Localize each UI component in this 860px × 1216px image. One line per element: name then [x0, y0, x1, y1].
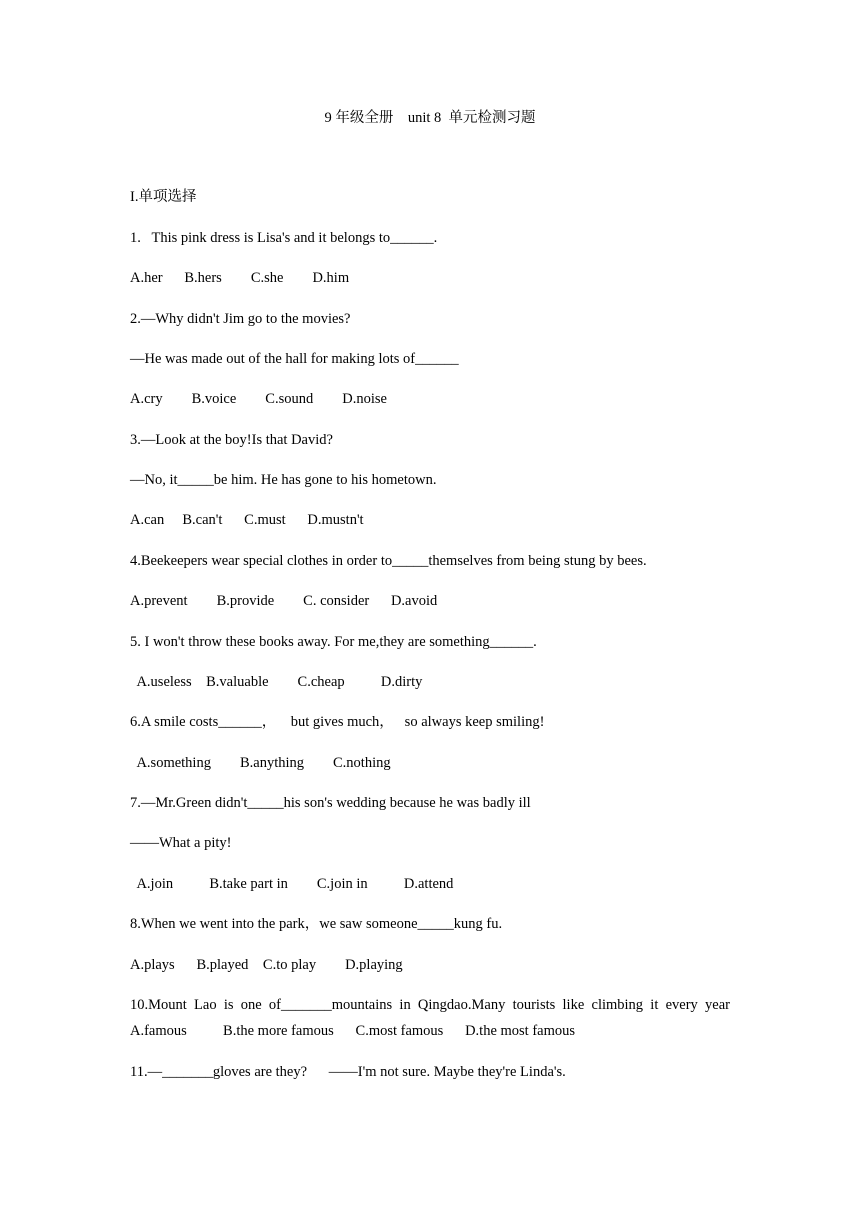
question-1-options: A.her B.hers C.she D.him [130, 270, 350, 286]
question-8: 8.When we went into the park，we saw someone_____kung fu. [130, 916, 503, 932]
question-4: 4.Beekeepers wear special clothes in order to_____themselves from being stung by bees. [130, 553, 647, 569]
question-2-options: A.cry B.voice C.sound D.noise [130, 391, 387, 407]
question-2: 2.—Why didn't Jim go to the movies? [130, 311, 351, 327]
question-2-reply: —He was made out of the hall for making lots of______ [130, 351, 459, 367]
document-title: 9 年级全册 unit 8 单元检测习题 [324, 110, 536, 126]
question-7: 7.—Mr.Green didn't_____his son's wedding because he was badly ill [130, 795, 531, 811]
question-10: 10.Mount Lao is one of_______mountains in Qingdao.Many tourists like climbing it every year [130, 997, 730, 1013]
question-5: 5. I won't throw these books away. For me,they are something______. [130, 634, 537, 650]
question-3-reply: —No, it_____be him. He has gone to his hometown. [130, 472, 437, 488]
question-4-options: A.prevent B.provide C. consider D.avoid [130, 593, 438, 609]
question-5-options: A.useless B.valuable C.cheap D.dirty [130, 674, 423, 690]
section-heading: I.单项选择 [130, 189, 197, 205]
question-6-options: A.something B.anything C.nothing [130, 755, 391, 771]
question-10-options: A.famous B.the more famous C.most famous D.the most famous [130, 1023, 576, 1039]
question-3: 3.—Look at the boy!Is that David? [130, 432, 333, 448]
question-7-reply: ——What a pity! [130, 835, 232, 851]
question-11: 11.—_______gloves are they? ——I'm not sure. Maybe they're Linda's. [130, 1064, 566, 1080]
question-7-options: A.join B.take part in C.join in D.attend [130, 876, 454, 892]
question-8-options: A.plays B.played C.to play D.playing [130, 957, 403, 973]
question-1: 1. This pink dress is Lisa's and it belongs to______. [130, 230, 438, 246]
question-3-options: A.can B.can't C.must D.mustn't [130, 512, 364, 528]
question-6: 6.A smile costs______， but gives much， so always keep smiling! [130, 714, 545, 730]
